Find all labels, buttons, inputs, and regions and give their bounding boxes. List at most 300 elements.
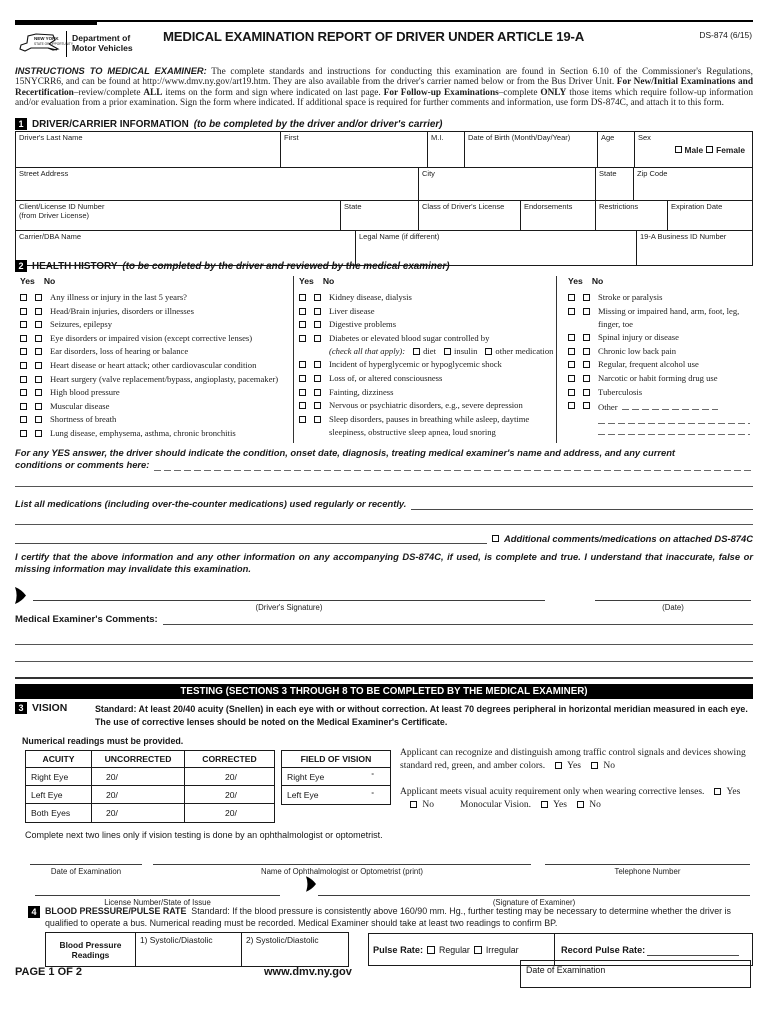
health-item-other [562, 401, 753, 434]
no-label: No [589, 800, 601, 811]
other-input-line[interactable] [598, 424, 750, 435]
section1-header [15, 118, 442, 130]
header-rule-thick [15, 20, 97, 25]
health-item-label: Sleep disorders, pauses in breathing while asleep, daytime sleepiness, obstructive sleep apnea, loud snoring [329, 413, 530, 437]
additional-comments-label: Additional comments/medications on attached DS-874C [503, 533, 753, 544]
yes-checkbox[interactable] [20, 416, 27, 423]
yes-checkbox[interactable] [20, 362, 27, 369]
health-item [20, 361, 293, 370]
conditions-input-line[interactable] [154, 460, 753, 471]
health-item [20, 347, 293, 356]
field-label: M.I. [431, 133, 444, 142]
health-item-list [20, 293, 293, 438]
field-label: Zip Code [637, 169, 668, 178]
examiner-signature-line[interactable] [318, 895, 750, 896]
yes-label: Yes [299, 276, 314, 286]
no-checkbox[interactable] [583, 308, 590, 315]
driver-signature-area [33, 600, 545, 612]
health-item [299, 307, 556, 316]
health-item-list [299, 360, 556, 437]
yes-checkbox[interactable] [20, 403, 27, 410]
yes-checkbox[interactable] [568, 402, 575, 409]
ophthalmologist-name-label: Name of Ophthalmologist or Optometrist (print) [260, 867, 424, 876]
table-row [16, 168, 752, 201]
additional-comments-row [15, 533, 753, 544]
no-checkbox[interactable] [314, 402, 321, 409]
health-item-label: Loss of, or altered consciousness [329, 372, 443, 383]
license-number-line[interactable] [35, 895, 280, 896]
dmv-url: www.dmv.ny.gov [264, 966, 352, 978]
table-row [282, 768, 390, 786]
examiner-comments-line[interactable] [15, 661, 753, 662]
health-item [299, 360, 556, 369]
section2-subtitle: (to be completed by the driver and reviewed by the medical examiner) [122, 260, 450, 272]
table-row [26, 768, 274, 786]
field-age[interactable] [598, 132, 635, 167]
health-item-label: High blood pressure [50, 387, 120, 398]
yes-checkbox[interactable] [568, 375, 575, 382]
sex-options [638, 146, 749, 155]
yes-checkbox[interactable] [20, 321, 27, 328]
health-item-label: Eye disorders or impaired vision (except corrective lenses) [50, 332, 253, 343]
field-label: Expiration Date [671, 202, 723, 211]
examiner-comments-line[interactable] [15, 677, 753, 679]
health-item-diabetes [299, 334, 556, 356]
health-item [20, 402, 293, 411]
health-item [299, 401, 556, 410]
field-sex [635, 132, 752, 167]
health-item-label: Fainting, dizziness [329, 386, 394, 397]
no-checkbox[interactable] [35, 416, 42, 423]
health-item-label: Stroke or paralysis [598, 292, 663, 302]
diabetes-options [329, 347, 553, 356]
ophthalmologist-name-line[interactable] [153, 864, 531, 865]
table-header-row [282, 751, 390, 768]
health-item-label: Nervous or psychiatric disorders, e.g., severe depression [329, 400, 523, 411]
field-label: Date of Birth (Month/Day/Year) [468, 133, 571, 142]
health-item-label: Shortness of breath [50, 414, 117, 425]
telephone-line[interactable] [545, 864, 750, 865]
no-checkbox[interactable] [314, 416, 321, 423]
section1-number-badge: 1 [15, 118, 27, 130]
section1-title: DRIVER/CARRIER INFORMATION [32, 118, 189, 130]
field-label: State [344, 202, 362, 211]
field-client-license-id[interactable] [16, 201, 341, 230]
no-checkbox[interactable] [35, 348, 42, 355]
uncorrected-value-cell[interactable]: 20/ [92, 768, 185, 785]
table-row [26, 804, 274, 822]
section4-number-badge: 4 [28, 906, 40, 918]
ophthalmologist-note: Complete next two lines only if vision testing is done by an ophthalmologist or optometrist. [25, 830, 383, 840]
yes-checkbox[interactable] [568, 308, 575, 315]
insulin-label: insulin [454, 345, 478, 356]
no-checkbox[interactable] [35, 430, 42, 437]
row-label: Both Eyes [26, 804, 92, 822]
field-middle-initial[interactable] [428, 132, 465, 167]
health-item [568, 347, 753, 356]
vision-standard-text: Standard: At least 20/40 acuity (Snellen) in each eye with or without correction. At least 70 degrees peripheral in horizontal meridian measured in each eye. The use of corrective lenses should be noted on the Medical Examiner's Certificate. [95, 704, 748, 727]
no-checkbox[interactable] [314, 335, 321, 342]
yes-checkbox[interactable] [299, 321, 306, 328]
additional-comments-checkbox[interactable] [492, 535, 499, 542]
yes-no-header [562, 276, 753, 286]
telephone-area [545, 864, 750, 876]
examiner-signature-label: (Signature of Examiner) [492, 898, 576, 907]
health-item-label: Liver disease [329, 305, 375, 316]
yes-checkbox[interactable] [299, 402, 306, 409]
regular-checkbox[interactable] [427, 946, 435, 954]
health-item-label: Heart disease or heart attack; other cardiovascular condition [50, 359, 257, 370]
logo-state-text [34, 37, 74, 46]
field-label: Carrier/DBA Name [19, 232, 82, 241]
no-label: No [422, 800, 434, 811]
field-restrictions[interactable] [596, 201, 668, 230]
record-pulse-label: Record Pulse Rate: [561, 944, 646, 955]
health-item [20, 375, 293, 384]
acuity-header: ACUITY [26, 751, 92, 767]
corrective-yes-checkbox[interactable] [714, 788, 721, 795]
field-label: 1) Systolic/Diastolic [140, 935, 213, 945]
yes-checkbox[interactable] [20, 335, 27, 342]
section3-title: VISION [32, 702, 68, 714]
field-label: Date of Examination [526, 965, 606, 975]
field-label: Restrictions [599, 202, 639, 211]
yes-checkbox[interactable] [20, 430, 27, 437]
male-checkbox[interactable] [675, 146, 682, 153]
yes-checkbox[interactable] [568, 361, 575, 368]
no-label: No [591, 276, 604, 286]
no-checkbox[interactable] [583, 361, 590, 368]
health-item-list [562, 293, 753, 397]
yes-checkbox[interactable] [299, 294, 306, 301]
health-item [568, 360, 753, 369]
corrective-lenses-question: Applicant meets visual acuity requirement only when wearing corrective lenses. Yes No Monocular Vision. Yes No [400, 787, 741, 811]
telephone-label: Telephone Number [614, 867, 681, 876]
health-item [568, 388, 753, 397]
field-label: Age [601, 133, 615, 142]
signature-date-label: (Date) [662, 603, 684, 612]
health-item [299, 415, 556, 437]
no-checkbox[interactable] [35, 376, 42, 383]
medications-input-line[interactable] [411, 499, 753, 510]
conditions-input-line[interactable] [15, 486, 753, 487]
health-item [299, 388, 556, 397]
field-label: 19-A Business ID Number [640, 232, 727, 241]
instructions-label: INSTRUCTIONS TO MEDICAL EXAMINER: [15, 66, 207, 76]
health-item-label: Incident of hyperglycemic or hypoglycemic shock [329, 359, 502, 370]
table-row [16, 132, 752, 168]
no-checkbox[interactable] [314, 375, 321, 382]
no-checkbox[interactable] [314, 389, 321, 396]
health-item [299, 293, 556, 302]
health-item-label: Lung disease, emphysema, asthma, chronic bronchitis [50, 427, 236, 438]
health-item-label: Narcotic or habit forming drug use [598, 372, 718, 383]
health-item [20, 334, 293, 343]
health-item-label: Chronic low back pain [598, 345, 677, 356]
monocular-vision-label: Monocular Vision. [460, 800, 532, 811]
vision-exam-date-area [30, 864, 142, 876]
logo-state-name: NEW YORK [34, 36, 59, 41]
uncorrected-value-cell[interactable]: 20/ [92, 786, 185, 803]
irregular-label: Irregular [485, 944, 519, 955]
field-19a-business-id[interactable] [637, 231, 752, 265]
field-expiration-date[interactable] [668, 201, 752, 230]
other-medication-checkbox[interactable] [485, 348, 492, 355]
no-checkbox[interactable] [35, 308, 42, 315]
row-label: Right Eye [287, 771, 325, 782]
field-last-name[interactable] [16, 132, 281, 167]
instructions-body: The complete standards and instructions for conducting this examination are found in Section 6.10 of the Commissioner's Regulations, 15NYCRR6, and can be found at http://www.dmv.ny.gov/art19.htm. They are also available from the driver's carrier named below or from the Bus Driver Unit. For New/Initial Examinations and Recertification–review/complete ALL items on the form and sign where indicated on last page. For Follow-up Examinations–complete ONLY those items which require follow-up information and/or evaluation from a prior examination. Sign the form where indicated. If additional space is required for further comments and information, use form DS-874C, and attach it to this form. [15, 67, 753, 109]
field-label: 2) Systolic/Diastolic [246, 935, 319, 945]
driver-signature-line[interactable] [33, 600, 545, 601]
field-label: Legal Name (if different) [359, 232, 440, 241]
page-indicator: PAGE 1 OF 2 [15, 966, 83, 978]
yes-checkbox[interactable] [20, 376, 27, 383]
signals-yes-checkbox[interactable] [555, 762, 562, 769]
health-item-label: Kidney disease, dialysis [329, 292, 412, 302]
uncorrected-header: UNCORRECTED [92, 751, 185, 767]
blood-pressure-table [45, 932, 349, 967]
yes-answer-note-line1: For any YES answer, the driver should indicate the condition, onset date, diagnosis, treating medical examiner's name and address, and any current [15, 447, 676, 458]
diet-checkbox[interactable] [413, 348, 420, 355]
yes-checkbox[interactable] [568, 334, 575, 341]
diabetes-qualifier: (check all that apply): [329, 345, 406, 356]
yes-checkbox[interactable] [568, 348, 575, 355]
health-item-label: Spinal injury or disease [598, 332, 679, 343]
health-item [20, 293, 293, 302]
field-label: Endorsements [524, 202, 573, 211]
yes-no-header [299, 276, 556, 286]
medications-row [15, 498, 753, 510]
yes-checkbox[interactable] [20, 389, 27, 396]
field-street-address[interactable] [16, 168, 419, 200]
yes-checkbox[interactable] [20, 308, 27, 315]
examiner-comments-label: Medical Examiner's Comments: [15, 614, 158, 625]
health-item-label: Regular, frequent alcohol use [598, 359, 699, 370]
health-item-label: Diabetes or elevated blood sugar controlled by (check all that apply): diet insulin other medication [329, 332, 554, 356]
record-pulse-input-line[interactable] [647, 944, 739, 956]
logo-dept-text [72, 34, 133, 53]
bp-reading2-cell[interactable] [242, 933, 348, 966]
no-checkbox[interactable] [35, 335, 42, 342]
corrective-no-checkbox[interactable] [410, 801, 417, 808]
corrected-header: CORRECTED [202, 754, 257, 764]
field-license-state[interactable] [341, 201, 419, 230]
no-checkbox[interactable] [583, 294, 590, 301]
driver-signature-label: (Driver's Signature) [255, 603, 323, 612]
yes-checkbox[interactable] [568, 294, 575, 301]
medications-label: List all medications (including over-the-counter medications) used regularly or recently. [15, 498, 407, 509]
field-label: City [422, 169, 435, 178]
no-checkbox[interactable] [35, 389, 42, 396]
yes-checkbox[interactable] [299, 375, 306, 382]
other-input-line[interactable] [622, 401, 718, 410]
yes-checkbox[interactable] [299, 416, 306, 423]
field-label: First [284, 133, 299, 142]
health-item [20, 307, 293, 316]
field-of-vision-table [281, 750, 391, 805]
irregular-checkbox[interactable] [474, 946, 482, 954]
certification-text: I certify that the above information and any other information on any accompanying DS-874C, if used, is complete and true. I understand that inaccurate, false or missing information may invalidate this examination. [15, 551, 753, 575]
health-item-label: Digestive problems [329, 319, 397, 330]
bp-readings-label: Blood Pressure Readings [46, 933, 136, 966]
traffic-signals-question: Applicant can recognize and distinguish among traffic control signals and devices showing standard red, green, and amber colors. Yes No [400, 748, 746, 772]
health-item-list [299, 293, 556, 330]
fov-value-cell[interactable] [282, 790, 390, 800]
instructions-paragraph [15, 66, 753, 108]
acuity-table [25, 750, 275, 823]
other-input-line[interactable] [598, 413, 750, 424]
yes-checkbox[interactable] [568, 389, 575, 396]
degree-symbol: ° [371, 773, 374, 780]
section1-subtitle: (to be completed by the driver and/or driver's carrier) [193, 118, 443, 130]
no-checkbox[interactable] [314, 321, 321, 328]
corrected-value-cell[interactable]: 20/ [225, 808, 237, 818]
no-checkbox[interactable] [314, 308, 321, 315]
table-row [282, 786, 390, 804]
health-item-label: Seizures, epilepsy [50, 319, 113, 330]
field-of-vision-header: FIELD OF VISION [300, 754, 372, 764]
yes-label: Yes [20, 276, 35, 286]
row-label: Left Eye [287, 790, 319, 800]
section3-number-badge: 3 [15, 702, 27, 714]
examiner-comments-line[interactable] [163, 614, 753, 625]
yes-checkbox[interactable] [299, 389, 306, 396]
yes-label: Yes [568, 276, 583, 286]
yes-checkbox[interactable] [299, 308, 306, 315]
no-checkbox[interactable] [35, 321, 42, 328]
yes-checkbox[interactable] [20, 294, 27, 301]
other-medication-label: other medication [495, 345, 554, 356]
signals-no-checkbox[interactable] [591, 762, 598, 769]
no-checkbox[interactable] [35, 403, 42, 410]
no-label: No [43, 276, 56, 286]
field-state[interactable] [596, 168, 634, 200]
numerical-readings-note: Numerical readings must be provided. [22, 736, 184, 746]
section2-number-badge: 2 [15, 260, 27, 272]
yes-checkbox[interactable] [299, 361, 306, 368]
yes-answer-note [15, 447, 753, 471]
field-zip-code[interactable] [634, 168, 752, 200]
female-checkbox[interactable] [706, 146, 713, 153]
yes-checkbox[interactable] [299, 335, 306, 342]
section3-header [15, 702, 67, 714]
health-item [299, 320, 556, 329]
row-label: Left Eye [26, 786, 92, 803]
no-checkbox[interactable] [314, 294, 321, 301]
bp-reading1-cell[interactable] [136, 933, 242, 966]
health-item [568, 333, 753, 342]
section2-header [15, 260, 449, 272]
health-item [20, 415, 293, 424]
health-column-2 [293, 276, 556, 443]
form-code: DS-874 (6/15) [699, 30, 752, 40]
monocular-yes-checkbox[interactable] [541, 801, 548, 808]
male-label: Male [684, 144, 704, 155]
field-endorsements[interactable] [521, 201, 596, 230]
vision-exam-date-label: Date of Examination [50, 867, 122, 876]
logo-tagline: STATE OF OPPORTUNITY [34, 41, 73, 46]
yes-label: Yes [553, 800, 567, 811]
field-label: Class of Driver's License [422, 202, 505, 211]
no-checkbox[interactable] [35, 294, 42, 301]
insulin-checkbox[interactable] [444, 348, 451, 355]
field-license-class[interactable] [419, 201, 521, 230]
monocular-no-checkbox[interactable] [577, 801, 584, 808]
health-column-3 [556, 276, 753, 443]
yes-checkbox[interactable] [20, 348, 27, 355]
no-label: No [603, 761, 615, 772]
field-city[interactable] [419, 168, 596, 200]
pulse-rate-label: Pulse Rate: [373, 944, 424, 955]
vision-exam-date-line[interactable] [30, 864, 142, 865]
corrected-value-cell[interactable]: 20/ [225, 789, 237, 800]
fov-value-cell[interactable] [282, 772, 390, 782]
uncorrected-value-cell[interactable]: 20/ [92, 804, 185, 822]
health-item [20, 388, 293, 397]
dept-line2: Motor Vehicles [72, 43, 133, 53]
bp-standard-text: Standard: If the blood pressure is consistently above 160/90 mm. Hg., further testing may be necessary to determine whether the driver is qualified to operate a bus. Numerical reading must be recorded. Medical Examiner should take at least two readings to confirm BP. [45, 906, 731, 929]
header-rule-thin [95, 20, 753, 22]
no-checkbox[interactable] [35, 362, 42, 369]
female-label: Female [716, 144, 745, 155]
testing-section-bar: TESTING (SECTIONS 3 THROUGH 8 TO BE COMPLETED BY THE MEDICAL EXAMINER) [15, 684, 753, 699]
no-checkbox[interactable] [583, 334, 590, 341]
no-checkbox[interactable] [583, 402, 590, 409]
health-item [20, 320, 293, 329]
health-item-label: Other [598, 401, 750, 434]
health-item-label: Missing or impaired hand, arm, foot, leg, finger, toe [598, 305, 740, 329]
table-header-row [26, 751, 274, 768]
no-checkbox[interactable] [314, 361, 321, 368]
corrected-value-cell[interactable]: 20/ [225, 771, 237, 782]
form-title: MEDICAL EXAMINATION REPORT OF DRIVER UNDER ARTICLE 19-A [163, 29, 585, 44]
yes-no-header [20, 276, 293, 286]
sign-here-arrow-icon [306, 875, 316, 893]
signature-date-line[interactable] [595, 600, 751, 601]
health-history-columns [15, 276, 753, 443]
health-column-1 [15, 276, 293, 443]
health-item [20, 429, 293, 438]
examiner-comments-line[interactable] [15, 644, 753, 645]
additional-input-line[interactable] [15, 533, 487, 544]
regular-label: Regular [439, 944, 470, 955]
health-item-label: Head/Brain injuries, disorders or illnesses [50, 305, 194, 316]
table-row [26, 786, 274, 804]
field-label: Client/License ID Number [19, 202, 105, 211]
health-item [568, 293, 753, 302]
field-label: Driver's Last Name [19, 133, 83, 142]
field-first-name[interactable] [281, 132, 428, 167]
health-item [568, 374, 753, 383]
no-checkbox[interactable] [583, 375, 590, 382]
field-label: State [599, 169, 617, 178]
health-item-label: Heart surgery (valve replacement/bypass, angioplasty, pacemaker) [50, 373, 279, 384]
health-item-label: Ear disorders, loss of hearing or balance [50, 346, 189, 357]
health-item-label: Muscular disease [50, 400, 110, 411]
examiner-comments-row [15, 614, 753, 625]
no-checkbox[interactable] [583, 348, 590, 355]
field-label: (from Driver License) [19, 210, 90, 220]
yes-answer-note-line2: conditions or comments here: [15, 459, 150, 471]
no-checkbox[interactable] [583, 389, 590, 396]
medications-input-line[interactable] [15, 524, 753, 525]
field-date-of-birth[interactable] [465, 132, 598, 167]
diet-label: diet [423, 345, 437, 356]
exam-date-box[interactable] [520, 960, 751, 988]
field-label: Street Address [19, 169, 69, 178]
driver-carrier-table [15, 131, 753, 266]
